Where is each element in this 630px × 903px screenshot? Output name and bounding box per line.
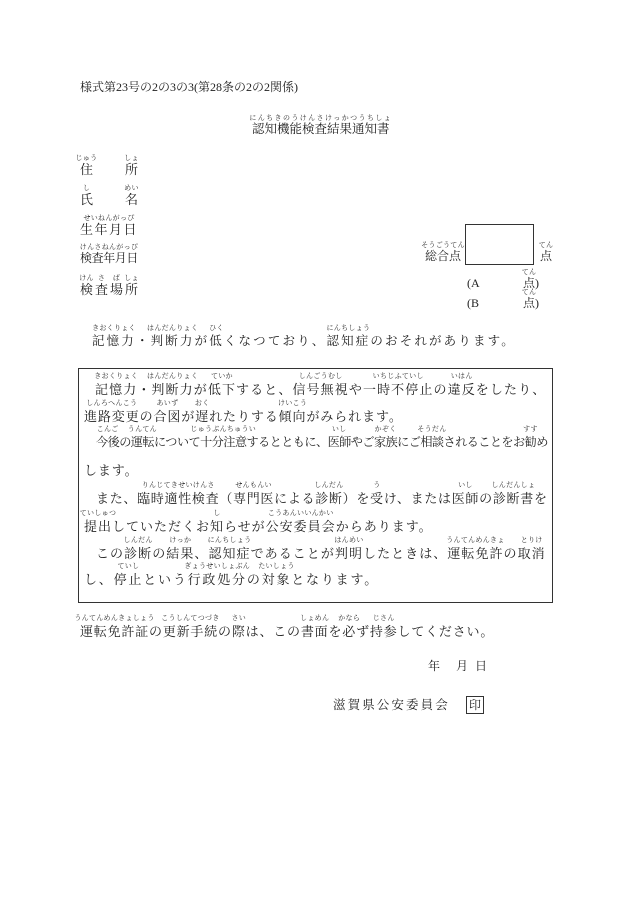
ruby-word — [147, 324, 199, 348]
ruby-word — [75, 154, 98, 177]
ruby-base-text: 住 — [80, 162, 94, 177]
text-segment: すると、 — [236, 382, 293, 397]
ruby-base-text: 低下 — [207, 382, 237, 397]
text-segment: の — [139, 409, 154, 424]
ruby-word — [79, 274, 94, 297]
ruby-word — [362, 372, 434, 397]
text-segment: を — [533, 491, 548, 506]
ruby-base-text: 運転 — [130, 435, 154, 449]
furigana: ひく — [209, 324, 224, 332]
notice-line — [94, 372, 547, 397]
ruby-base-text: 所 — [124, 162, 138, 177]
text-segment: この — [96, 546, 125, 561]
date-month-label: 月 — [456, 659, 469, 673]
text-segment: ) — [535, 296, 540, 310]
text-segment: するとともに、 — [246, 435, 328, 449]
ruby-base-text: 査 — [94, 282, 108, 297]
field-label-exam-date — [79, 243, 139, 265]
ruby-base-text: 進路変更 — [84, 409, 140, 424]
furigana: めい — [124, 184, 139, 192]
text-segment: め — [536, 435, 548, 449]
furigana: さ — [97, 274, 106, 282]
text-segment: ) — [535, 276, 540, 290]
field-label-name — [80, 184, 139, 207]
ruby-word — [74, 614, 155, 639]
furigana: ていか — [210, 372, 233, 380]
text-segment: であることが — [250, 546, 335, 561]
text-segment: がみられます。 — [306, 409, 403, 424]
furigana: しょめん — [300, 614, 330, 622]
ruby-base-text: 必 — [342, 624, 357, 639]
furigana: しんごうむし — [298, 372, 343, 380]
text-segment: また、 — [96, 491, 138, 506]
renewal-reminder — [74, 614, 495, 639]
field-label-address — [75, 154, 139, 177]
text-segment: ・ — [137, 382, 152, 397]
ruby-word — [113, 562, 144, 587]
ruby-base-text: 診断 — [124, 546, 153, 561]
text-segment: の — [479, 491, 493, 506]
ruby-word — [127, 425, 157, 449]
text-segment: していただくお — [112, 519, 211, 534]
ruby-word — [124, 154, 139, 177]
ruby-word — [207, 536, 252, 561]
notice-line — [79, 509, 433, 534]
ruby-word — [207, 372, 237, 397]
ruby-base-text: 認知症 — [208, 546, 251, 561]
text-segment: の — [503, 546, 518, 561]
ruby-base-text: 臨時適性検査 — [137, 491, 220, 506]
ruby-word — [137, 481, 220, 506]
ruby-word — [292, 372, 349, 397]
furigana: こうあんいいんかい — [267, 509, 334, 517]
text-segment: し、 — [84, 572, 114, 587]
ruby-base-text: 生年月日 — [80, 222, 139, 237]
ruby-base-text: 信号無視 — [292, 382, 349, 397]
furigana: いし — [458, 481, 473, 489]
text-segment: をしたり、 — [475, 382, 547, 397]
document-title — [249, 114, 393, 136]
furigana: けんさねんがっぴ — [79, 243, 139, 251]
ruby-base-text: 遅 — [195, 409, 210, 424]
furigana: たいしょう — [258, 562, 295, 570]
furigana: しんだん — [314, 481, 344, 489]
ruby-base-text: 今後 — [96, 435, 120, 449]
ruby-base-text: 家族 — [373, 435, 398, 449]
furigana: そうだん — [417, 425, 447, 433]
furigana: う — [373, 481, 381, 489]
score-b-prefix: (B — [467, 296, 479, 310]
text-segment: となります。 — [291, 572, 380, 587]
ruby-base-text: 一時不停止 — [362, 382, 434, 397]
ruby-word — [334, 536, 364, 561]
ruby-word — [314, 481, 344, 506]
furigana: けん — [79, 274, 94, 282]
text-segment: のおそれがあります。 — [370, 334, 516, 348]
ruby-base-text: 取消 — [517, 546, 546, 561]
ruby-word — [491, 481, 536, 506]
furigana: じゅう — [75, 154, 98, 162]
furigana: しょ — [124, 154, 139, 162]
field-label-exam-place — [79, 274, 139, 297]
furigana: てん — [521, 268, 537, 276]
ruby-word — [523, 425, 538, 449]
ruby-word — [79, 509, 117, 534]
ruby-word — [326, 324, 371, 348]
ruby-word — [184, 562, 251, 587]
notice-line — [84, 464, 139, 477]
furigana: し — [82, 184, 91, 192]
ruby-word — [109, 274, 123, 297]
furigana: ぎょうせいしょぶん — [184, 562, 251, 570]
ruby-word — [124, 184, 139, 207]
furigana: きおくりょく — [94, 372, 139, 380]
notice-box — [78, 368, 553, 603]
text-segment: の — [246, 572, 262, 587]
ruby-word — [417, 425, 447, 449]
ruby-word — [258, 562, 295, 587]
furigana: りんじてきせいけんさ — [141, 481, 215, 489]
ruby-word — [447, 372, 476, 397]
ruby-word — [210, 509, 225, 534]
ruby-word — [153, 399, 182, 424]
ruby-word — [421, 241, 465, 263]
ruby-base-text: 傾向 — [278, 409, 307, 424]
furigana: し — [213, 509, 221, 517]
ruby-word — [369, 614, 398, 639]
ruby-base-text: 認知症 — [326, 334, 371, 348]
text-segment: や — [348, 382, 363, 397]
text-segment: ・ — [135, 334, 151, 348]
text-segment: の — [149, 624, 163, 639]
furigana: こんご — [96, 425, 119, 433]
text-segment: れたりする — [209, 409, 279, 424]
notice-line — [96, 536, 546, 561]
text-segment: の — [218, 624, 232, 639]
text-segment: を — [328, 624, 343, 639]
ruby-base-text: 持参 — [369, 624, 398, 639]
text-segment: 、 — [194, 546, 209, 561]
ruby-base-text: 知 — [210, 519, 225, 534]
furigana: けっか — [169, 536, 192, 544]
ruby-base-text: 点 — [540, 249, 553, 263]
text-segment: の — [119, 435, 131, 449]
furigana: いはん — [450, 372, 473, 380]
ruby-word — [92, 324, 136, 348]
furigana: かぞく — [374, 425, 397, 433]
ruby-base-text: 違反 — [447, 382, 476, 397]
furigana: ば — [112, 274, 121, 282]
total-score-unit — [538, 241, 554, 263]
ruby-word — [373, 425, 398, 449]
furigana: せんもんい — [235, 481, 272, 489]
ruby-base-text: 対象 — [261, 572, 292, 587]
ruby-base-text: 十分注意 — [200, 435, 247, 449]
furigana: おく — [194, 399, 210, 407]
ruby-base-text: 相談 — [420, 435, 444, 449]
ruby-word — [300, 614, 330, 639]
text-segment: します。 — [84, 463, 139, 478]
ruby-base-text: 公安委員会 — [265, 519, 336, 534]
ruby-word — [123, 536, 153, 561]
ruby-word — [94, 274, 108, 297]
furigana: うんてんめんきょしょう — [74, 614, 155, 622]
ruby-base-text: 判断力 — [150, 334, 195, 348]
furigana: うんてんめんきょ — [446, 536, 505, 544]
notice-line — [84, 562, 380, 587]
ruby-word — [249, 114, 393, 136]
furigana: けいこう — [277, 399, 308, 407]
furigana: そうごうてん — [421, 241, 465, 249]
ruby-base-text: 勧 — [524, 435, 537, 449]
ruby-word — [265, 509, 336, 534]
notice-line — [96, 481, 548, 506]
text-segment: したときは、 — [363, 546, 448, 561]
ruby-base-text: 氏 — [80, 192, 94, 207]
ruby-word — [84, 399, 140, 424]
text-segment: やご — [350, 435, 374, 449]
ruby-word — [538, 241, 554, 263]
text-segment: からあります。 — [335, 519, 433, 534]
furigana: ていしゅつ — [79, 509, 117, 517]
notice-line — [84, 399, 403, 424]
ruby-word — [233, 481, 275, 506]
ruby-word — [194, 399, 210, 424]
ruby-word — [190, 425, 257, 449]
furigana: にんちしょう — [326, 324, 371, 332]
score-b-unit — [521, 288, 540, 310]
text-segment: による — [274, 491, 316, 506]
ruby-word — [209, 324, 224, 348]
text-segment: け、または — [383, 491, 452, 506]
ruby-base-text: 運転免許 — [447, 546, 504, 561]
text-segment: の — [152, 546, 167, 561]
furigana: あいず — [156, 399, 179, 407]
ruby-base-text: 行政処分 — [187, 572, 247, 587]
text-segment: ）を — [342, 491, 371, 506]
score-a-prefix: (A — [467, 276, 480, 290]
text-segment: ず — [356, 624, 370, 639]
ruby-base-text: 際 — [231, 624, 246, 639]
ruby-word — [80, 184, 94, 207]
ruby-word — [96, 425, 120, 449]
ruby-base-text: 認知機能検査結果通知書 — [252, 122, 390, 136]
ruby-base-text: 点 — [523, 276, 536, 290]
furigana: しんだん — [123, 536, 153, 544]
ruby-base-text: 提出 — [84, 519, 113, 534]
ruby-word — [94, 372, 139, 397]
ruby-base-text: 点 — [523, 296, 536, 310]
ruby-base-text: 書面 — [300, 624, 329, 639]
furigana: いちじふていし — [372, 372, 424, 380]
furigana: はんだんりょく — [147, 372, 199, 380]
furigana: きおくりょく — [92, 324, 136, 332]
ruby-base-text: 医師 — [327, 435, 351, 449]
text-segment: （ — [219, 491, 234, 506]
ruby-base-text: 検 — [80, 282, 94, 297]
ruby-base-text: 合図 — [153, 409, 182, 424]
notice-line — [96, 425, 548, 449]
ruby-word — [79, 243, 139, 265]
total-score-label — [421, 241, 465, 263]
furigana: はんだんりょく — [147, 324, 199, 332]
furigana: てん — [538, 241, 554, 249]
ruby-word — [446, 536, 505, 561]
text-segment: が — [181, 409, 196, 424]
ruby-word — [80, 214, 139, 237]
furigana: さい — [231, 614, 247, 622]
furigana: しょ — [124, 274, 139, 282]
date-day-label: 日 — [475, 659, 488, 673]
furigana: はんめい — [334, 536, 364, 544]
furigana: しんろへんこう — [86, 399, 138, 407]
furigana: とりけ — [520, 536, 543, 544]
form-number: 様式第23号の2の3の3(第28条の2の2関係) — [80, 80, 298, 94]
text-segment: が — [193, 382, 208, 397]
ruby-base-text: 判明 — [334, 546, 364, 561]
ruby-base-text: 停止 — [113, 572, 144, 587]
furigana: かなら — [338, 614, 361, 622]
text-segment: くなつており、 — [223, 334, 327, 348]
ruby-word — [521, 288, 537, 310]
furigana: じゅうぶんちゅうい — [190, 425, 257, 433]
furigana: せいねんがっぴ — [83, 214, 135, 222]
ruby-word — [517, 536, 546, 561]
ruby-base-text: 結果 — [166, 546, 195, 561]
total-score-box — [465, 224, 534, 265]
ruby-word — [277, 399, 308, 424]
ruby-word — [166, 536, 195, 561]
furigana: いし — [331, 425, 347, 433]
ruby-base-text: 低 — [209, 334, 224, 348]
ruby-base-text: 診断 — [315, 491, 343, 506]
official-seal: 印 — [466, 696, 484, 714]
ruby-base-text: 診断書 — [492, 491, 534, 506]
field-label-birth-date — [80, 214, 139, 237]
ruby-base-text: 所 — [124, 282, 138, 297]
text-segment: してください。 — [397, 624, 495, 639]
text-segment: にご — [397, 435, 421, 449]
ruby-base-text: 場 — [109, 282, 123, 297]
text-segment: は、この — [245, 624, 301, 639]
date-year-label: 年 — [428, 659, 441, 673]
ruby-base-text: 記憶力 — [95, 382, 138, 397]
text-segment: の — [433, 382, 448, 397]
ruby-word — [124, 274, 139, 297]
furigana: しんだんしょ — [491, 481, 536, 489]
ruby-base-text: 検査年月日 — [80, 251, 139, 265]
ruby-word — [161, 614, 220, 639]
furigana: てん — [521, 288, 537, 296]
ruby-base-text: 総合点 — [425, 249, 462, 263]
text-segment: という — [143, 572, 188, 587]
text-segment: が — [194, 334, 210, 348]
furigana: じさん — [372, 614, 395, 622]
ruby-base-text: 更新手続 — [162, 624, 219, 639]
text-segment: らせが — [224, 519, 266, 534]
ruby-base-text: 医師 — [451, 491, 480, 506]
result-statement — [92, 324, 516, 348]
ruby-word — [147, 372, 199, 397]
ruby-word — [370, 481, 384, 506]
ruby-base-text: 判断力 — [151, 382, 194, 397]
furigana: にんちしょう — [207, 536, 252, 544]
ruby-base-text: 受 — [370, 491, 384, 506]
ruby-word — [231, 614, 247, 639]
ruby-base-text: 記憶力 — [92, 334, 136, 348]
furigana: すす — [523, 425, 538, 433]
ruby-base-text: 運転免許証 — [80, 624, 150, 639]
text-segment: されることをお — [443, 435, 525, 449]
ruby-base-text: 専門医 — [233, 491, 275, 506]
ruby-word — [327, 425, 351, 449]
ruby-base-text: 名 — [124, 192, 138, 207]
issuer-name: 滋賀県公安委員会 — [333, 698, 450, 712]
ruby-word — [338, 614, 361, 639]
ruby-word — [451, 481, 480, 506]
furigana: ていし — [117, 562, 140, 570]
furigana: こうしんてつづき — [161, 614, 220, 622]
text-segment: について — [153, 435, 201, 449]
furigana: うんてん — [127, 425, 157, 433]
furigana: にんちきのうけんさけっかつうちしょ — [249, 114, 393, 122]
